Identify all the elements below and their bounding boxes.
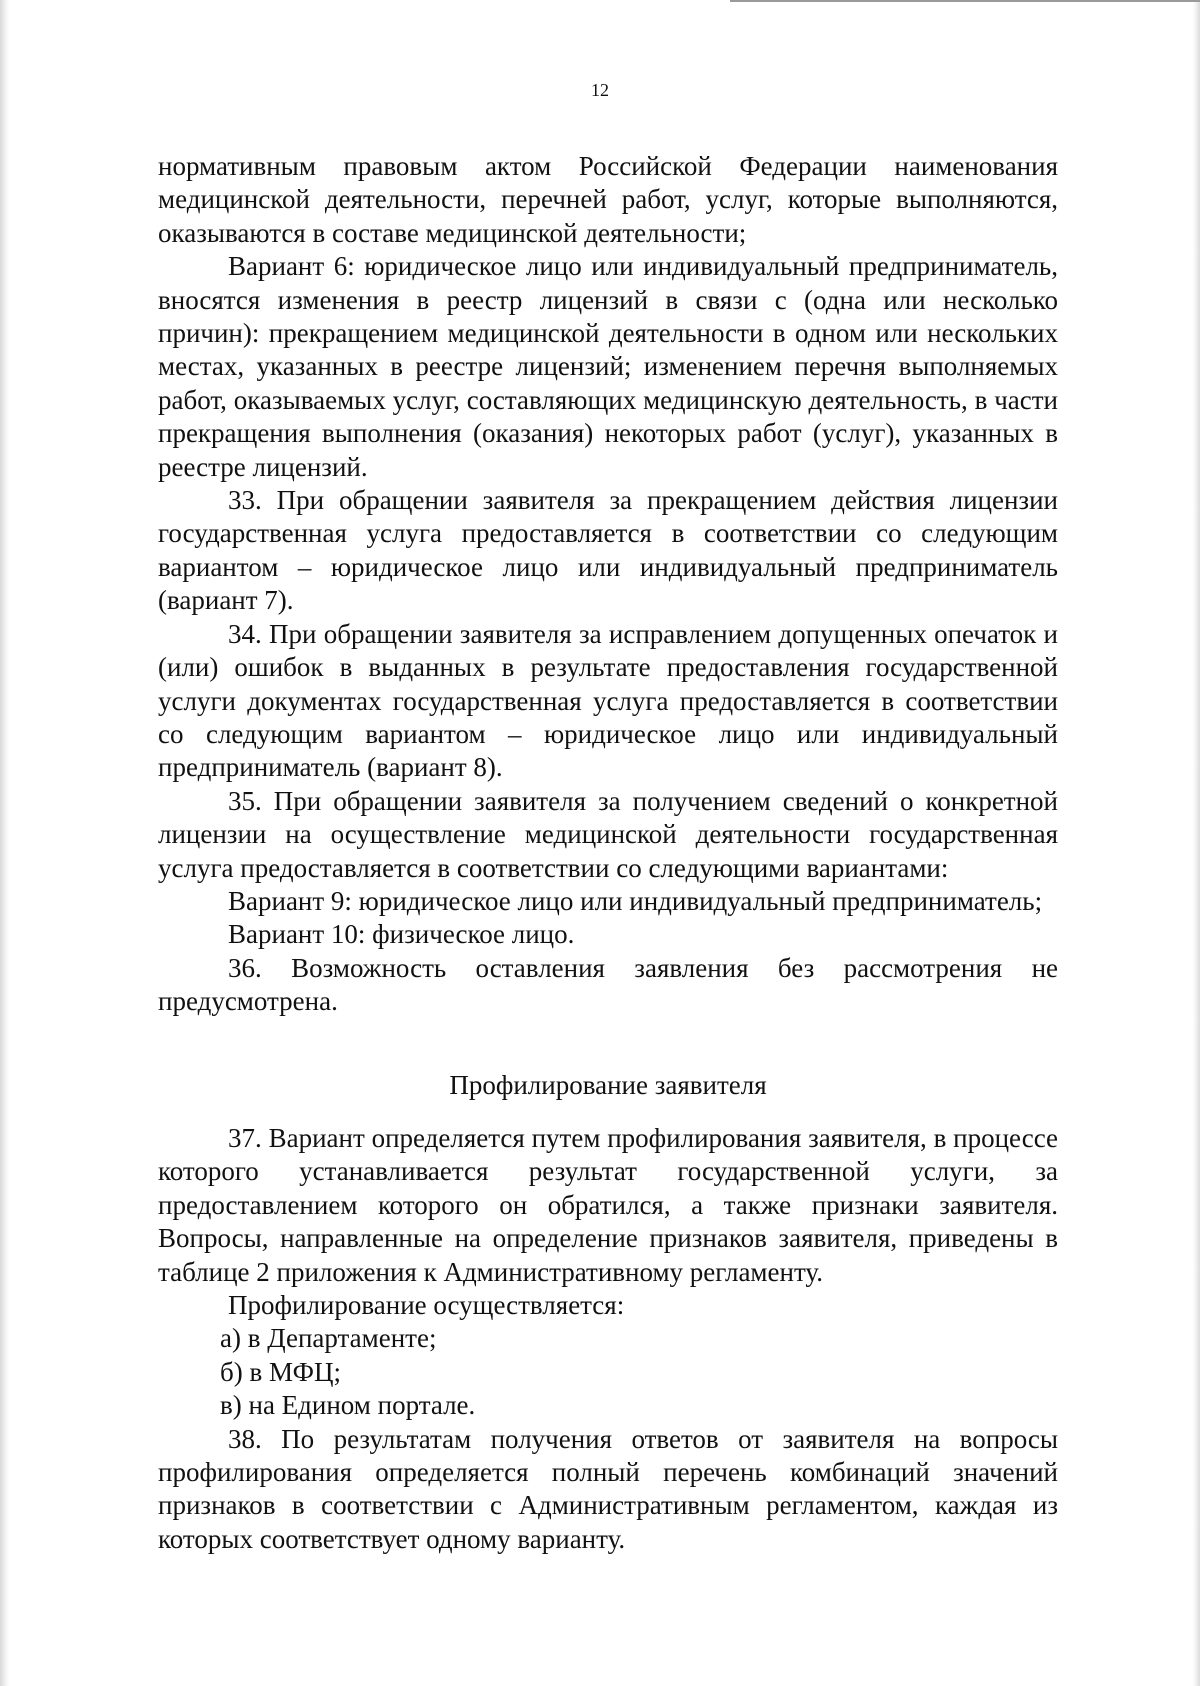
paragraph-37: 37. Вариант определяется путем профилирования заявителя, в процессе которого устанавливается результат государственной услуги, за предоставлением которого он обратился, а также признаки заявителя. Вопросы, направленные на определение признаков заявителя, приведены в таблице 2 приложения к Административному регламенту. (158, 1122, 1058, 1287)
paragraph-36: 36. Возможность оставления заявления без рассмотрения не предусмотрена. (158, 952, 1058, 1017)
paragraph-35: 35. При обращении заявителя за получением сведений о конкретной лицензии на осуществление медицинской деятельности государственная услуга предоставляется в соответствии со следующими вариантами: (158, 785, 1058, 883)
section-heading: Профилирование заявителя (449, 1069, 767, 1100)
paragraph-33: 33. При обращении заявителя за прекращением действия лицензии государственная услуга предоставляется в соответствии со следующим вариантом – юридическое лицо или индивидуальный предприниматель (вариант 7). (158, 485, 1058, 616)
list-item: б) в МФЦ; (220, 1356, 341, 1387)
paragraph-variant-6: Вариант 6: юридическое лицо или индивидуальный предприниматель, вносятся изменения в реестр лицензий в связи с (одна или несколько причин): прекращением медицинской деятельности в одном или нескольких местах, указанных в реестре лицензий; изменением перечня выполняемых работ, оказываемых услуг, составляющих медицинскую деятельность, в части прекращения выполнения (оказания) некоторых работ (услуг), указанных в реестре лицензий. (158, 251, 1058, 482)
list-item: а) в Департаменте; (220, 1323, 437, 1354)
scan-edge-top (730, 0, 1200, 2)
paragraph-34: 34. При обращении заявителя за исправлением допущенных опечаток и (или) ошибок в выданных в результате предоставления государственной услуги документах государственная услуга предоставляется в соответствии со следующим вариантом – юридическое лицо или индивидуальный предприниматель (вариант 8). (158, 618, 1058, 783)
page-number: 12 (591, 80, 609, 100)
list-item: в) на Едином портале. (220, 1390, 476, 1421)
document-body (158, 150, 1058, 1556)
scan-edge-left (0, 0, 10, 1686)
paragraph-variant-10: Вариант 10: физическое лицо. (228, 919, 575, 950)
paragraph-continuation: нормативным правовым актом Российской Федерации наименования медицинской деятельности, перечней работ, услуг, которые выполняются, оказываются в составе медицинской деятельности; (158, 151, 1058, 248)
paragraph-38: 38. По результатам получения ответов от заявителя на вопросы профилирования определяется полный перечень комбинаций значений признаков в соответствии с Административным регламентом, каждая из которых соответствует одному варианту. (158, 1423, 1058, 1554)
paragraph-profiling-intro: Профилирование осуществляется: (228, 1290, 625, 1320)
paragraph-variant-9: Вариант 9: юридическое лицо или индивидуальный предприниматель; (228, 885, 1043, 916)
scan-edge-right (1192, 0, 1200, 1686)
